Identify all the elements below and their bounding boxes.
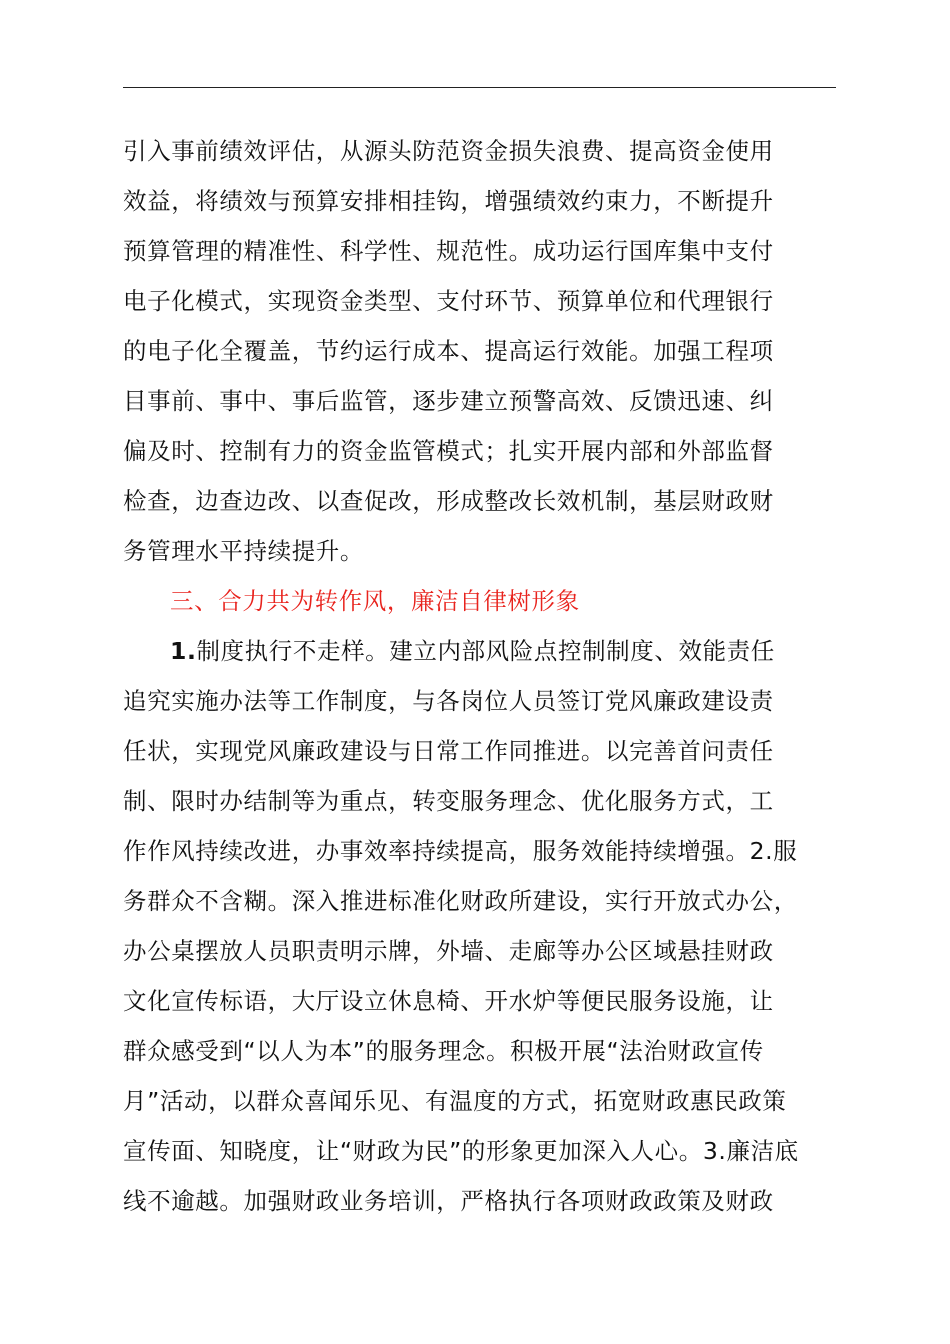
item-1-line — [123, 626, 839, 676]
text-line: 电子化模式，实现资金类型、支付环节、预算单位和代理银行 — [123, 287, 774, 315]
text-line: 线不逾越。加强财政业务培训，严格执行各项财政政策及财政 — [123, 1187, 774, 1215]
text-line: 检查，边查边改、以查促改，形成整改长效机制，基层财政财 — [123, 487, 774, 515]
text-line: 宣传面、知晓度，让“财政为民”的形象更加深入人心。3.廉洁底 — [123, 1137, 799, 1165]
document-body — [123, 126, 839, 1226]
text-line: 效益，将绩效与预算安排相挂钩，增强绩效约束力，不断提升 — [123, 187, 774, 215]
text-line: 作作风持续改进，办事效率持续提高，服务效能持续增强。2.服 — [123, 837, 798, 865]
text-line: 偏及时、控制有力的资金监管模式；扎实开展内部和外部监督 — [123, 437, 774, 465]
text-line: 月”活动，以群众喜闻乐见、有温度的方式，拓宽财政惠民政策 — [123, 1087, 787, 1115]
text-line: 目事前、事中、事后监管，逐步建立预警高效、反馈迅速、纠 — [123, 387, 774, 415]
text-line: 任状，实现党风廉政建设与日常工作同推进。以完善首问责任 — [123, 737, 774, 765]
text-line: 文化宣传标语，大厅设立休息椅、开水炉等便民服务设施，让 — [123, 987, 774, 1015]
text-line: 预算管理的精准性、科学性、规范性。成功运行国库集中支付 — [123, 237, 774, 265]
text-line: 办公桌摆放人员职责明示牌，外墙、走廊等办公区域悬挂财政 — [123, 937, 774, 965]
text-line: 的电子化全覆盖，节约运行成本、提高运行效能。加强工程项 — [123, 337, 774, 365]
header-rule — [123, 87, 836, 88]
text-line: 追究实施办法等工作制度，与各岗位人员签订党风廉政建设责 — [123, 687, 774, 715]
text-line: 群众感受到“以人为本”的服务理念。积极开展“法治财政宣传 — [123, 1037, 764, 1065]
item-text: 制度执行不走样。建立内部风险点控制制度、效能责任 — [196, 637, 775, 665]
item-number: 1. — [170, 637, 197, 665]
text-line: 制、限时办结制等为重点，转变服务理念、优化服务方式，工 — [123, 787, 774, 815]
text-line: 务群众不含糊。深入推进标准化财政所建设，实行开放式办公， — [123, 887, 798, 915]
section-heading: 三、合力共为转作风，廉洁自律树形象 — [170, 587, 580, 615]
text-line: 引入事前绩效评估，从源头防范资金损失浪费、提高资金使用 — [123, 137, 774, 165]
text-line: 务管理水平持续提升。 — [123, 537, 364, 565]
